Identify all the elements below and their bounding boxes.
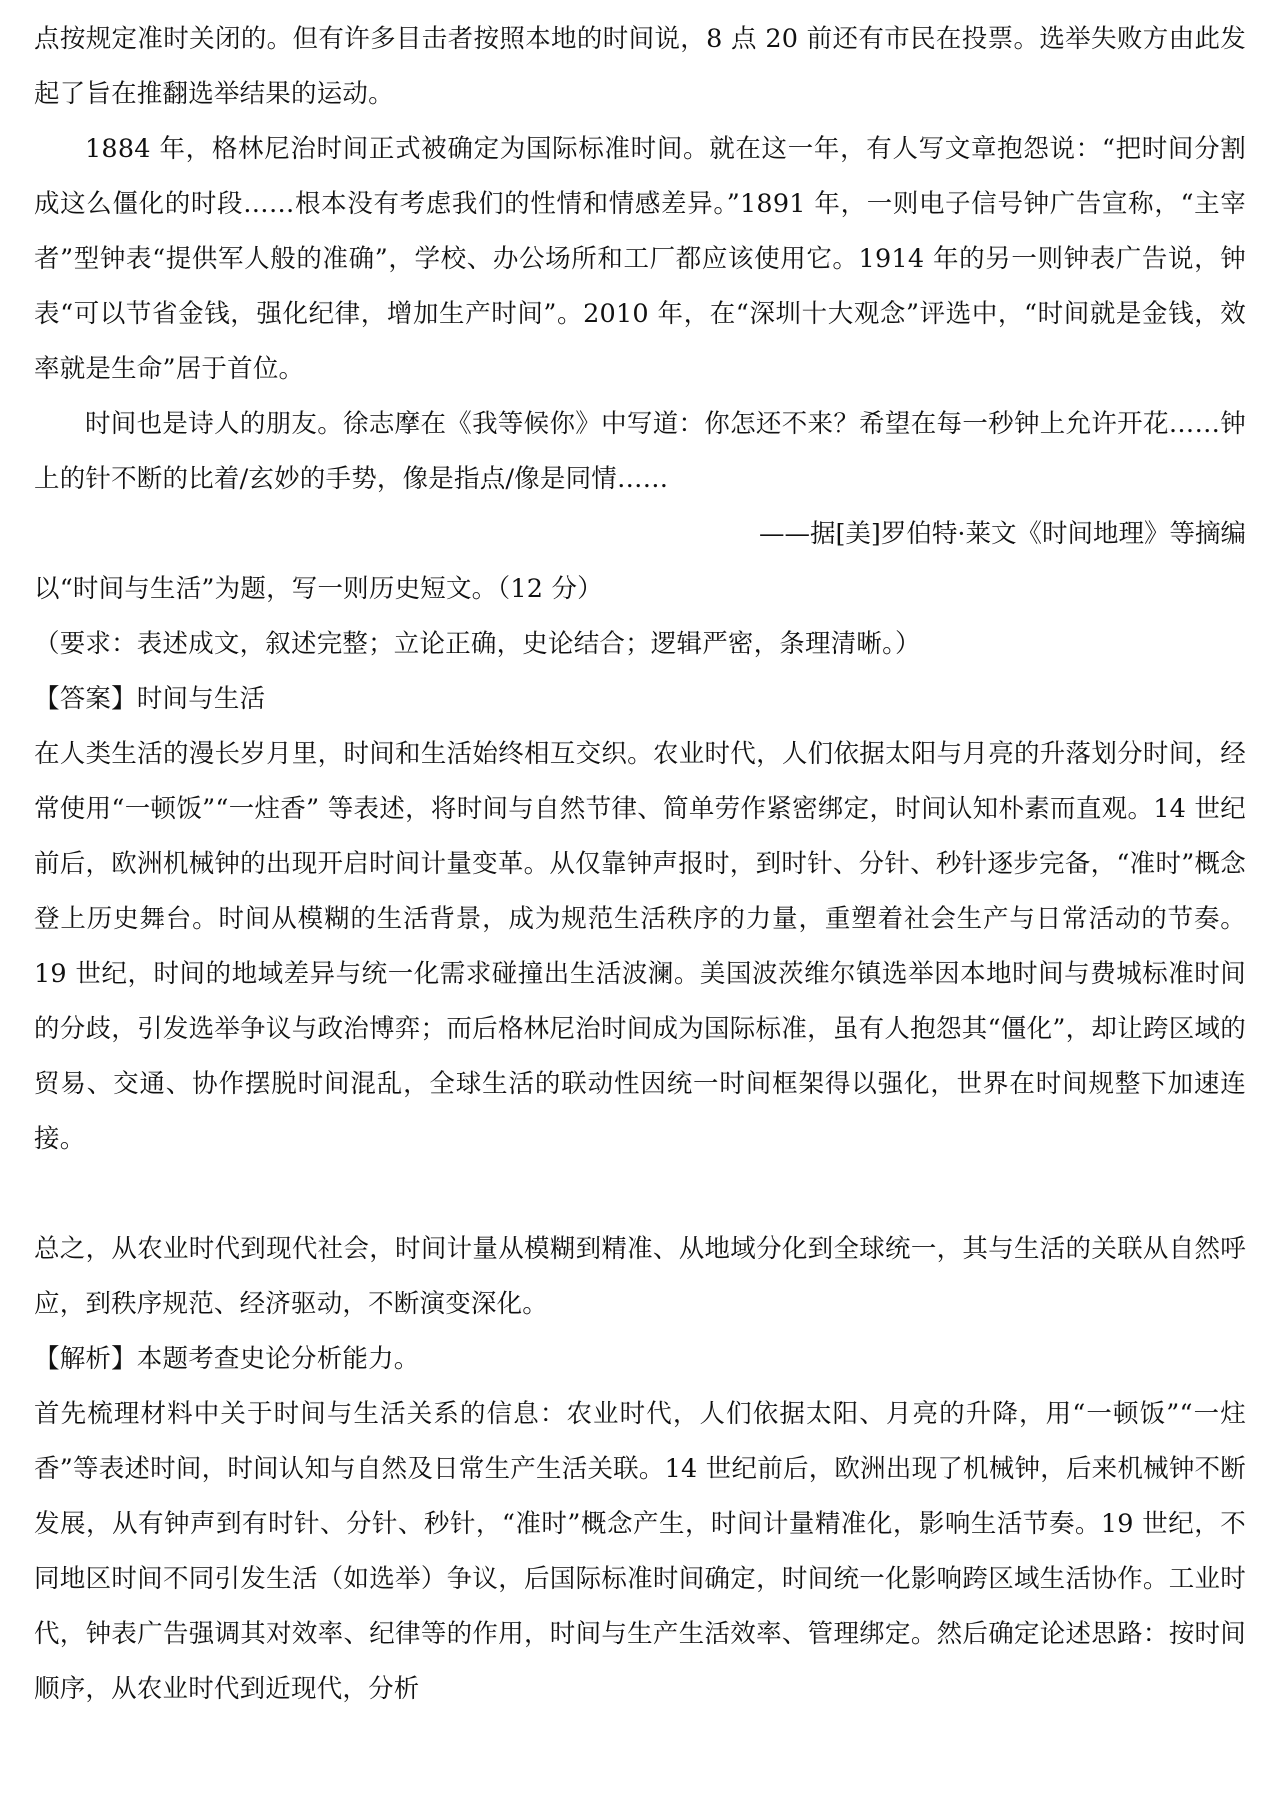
material-paragraph-1: 点按规定准时关闭的。但有许多目击者按照本地的时间说，8 点 20 前还有市民在投票。选举失败方由此发起了旨在推翻选举结果的运动。	[34, 24, 1246, 109]
analysis-body: 首先梳理材料中关于时间与生活关系的信息：农业时代，人们依据太阳、月亮的升降，用“一顿饭”“一炷香”等表述时间，时间认知与自然及日常生产生活关联。14 世纪前后，欧洲出现了机械钟，后来机械钟不断发展，从有钟声到有时针、分针、秒针，“准时”概念产生，时间计量精准化，影响生活节奏。19 世纪，不同地区时间不同引发生活（如选举）争议，后国际标准时间确定，时间统一化影响跨区域生活协作。工业时代，钟表广告强调其对效率、纪律等的作用，时间与生产生活效率、管理绑定。然后确定论述思路：按时间顺序，从农业时代到近现代，分析	[34, 1399, 1246, 1704]
answer-summary: 总之，从农业时代到现代社会，时间计量从模糊到精准、从地域分化到全球统一，其与生活的关联从自然呼应，到秩序规范、经济驱动，不断演变深化。	[34, 1234, 1246, 1319]
analysis-heading: 【解析】本题考查史论分析能力。	[34, 1344, 420, 1374]
question-prompt: 以“时间与生活”为题，写一则历史短文。（12 分）	[34, 574, 603, 604]
question-requirement: （要求：表述成文，叙述完整；立论正确，史论结合；逻辑严密，条理清晰。）	[34, 629, 921, 659]
material-source: ——据[美]罗伯特·莱文《时间地理》等摘编	[758, 519, 1246, 549]
material-paragraph-3: 时间也是诗人的朋友。徐志摩在《我等候你》中写道：你怎还不来？希望在每一秒钟上允许开花……钟上的针不断的比着/玄妙的手势，像是指点/像是同情……	[34, 409, 1246, 494]
answer-heading: 【答案】时间与生活	[34, 684, 266, 714]
answer-body: 在人类生活的漫长岁月里，时间和生活始终相互交织。农业时代，人们依据太阳与月亮的升落划分时间，经常使用“一顿饭”“一炷香” 等表述，将时间与自然节律、简单劳作紧密绑定，时间认知朴素而直观。14 世纪前后，欧洲机械钟的出现开启时间计量变革。从仅靠钟声报时，到时针、分针、秒针逐步完备，“准时”概念登上历史舞台。时间从模糊的生活背景，成为规范生活秩序的力量，重塑着社会生产与日常活动的节奏。19 世纪，时间的地域差异与统一化需求碰撞出生活波澜。美国波茨维尔镇选举因本地时间与费城标准时间的分歧，引发选举争议与政治博弈；而后格林尼治时间成为国际标准，虽有人抱怨其“僵化”，却让跨区域的贸易、交通、协作摆脱时间混乱，全球生活的联动性因统一时间框架得以强化，世界在时间规整下加速连接。	[34, 739, 1246, 1154]
material-paragraph-2: 1884 年，格林尼治时间正式被确定为国际标准时间。就在这一年，有人写文章抱怨说：“把时间分割成这么僵化的时段……根本没有考虑我们的性情和情感差异。”1891 年，一则电子信号钟广告宣称，“主宰者”型钟表“提供军人般的准确”，学校、办公场所和工厂都应该使用它。1914 年的另一则钟表广告说，钟表“可以节省金钱，强化纪律，增加生产时间”。2010 年，在“深圳十大观念”评选中，“时间就是金钱，效率就是生命”居于首位。	[34, 134, 1246, 384]
